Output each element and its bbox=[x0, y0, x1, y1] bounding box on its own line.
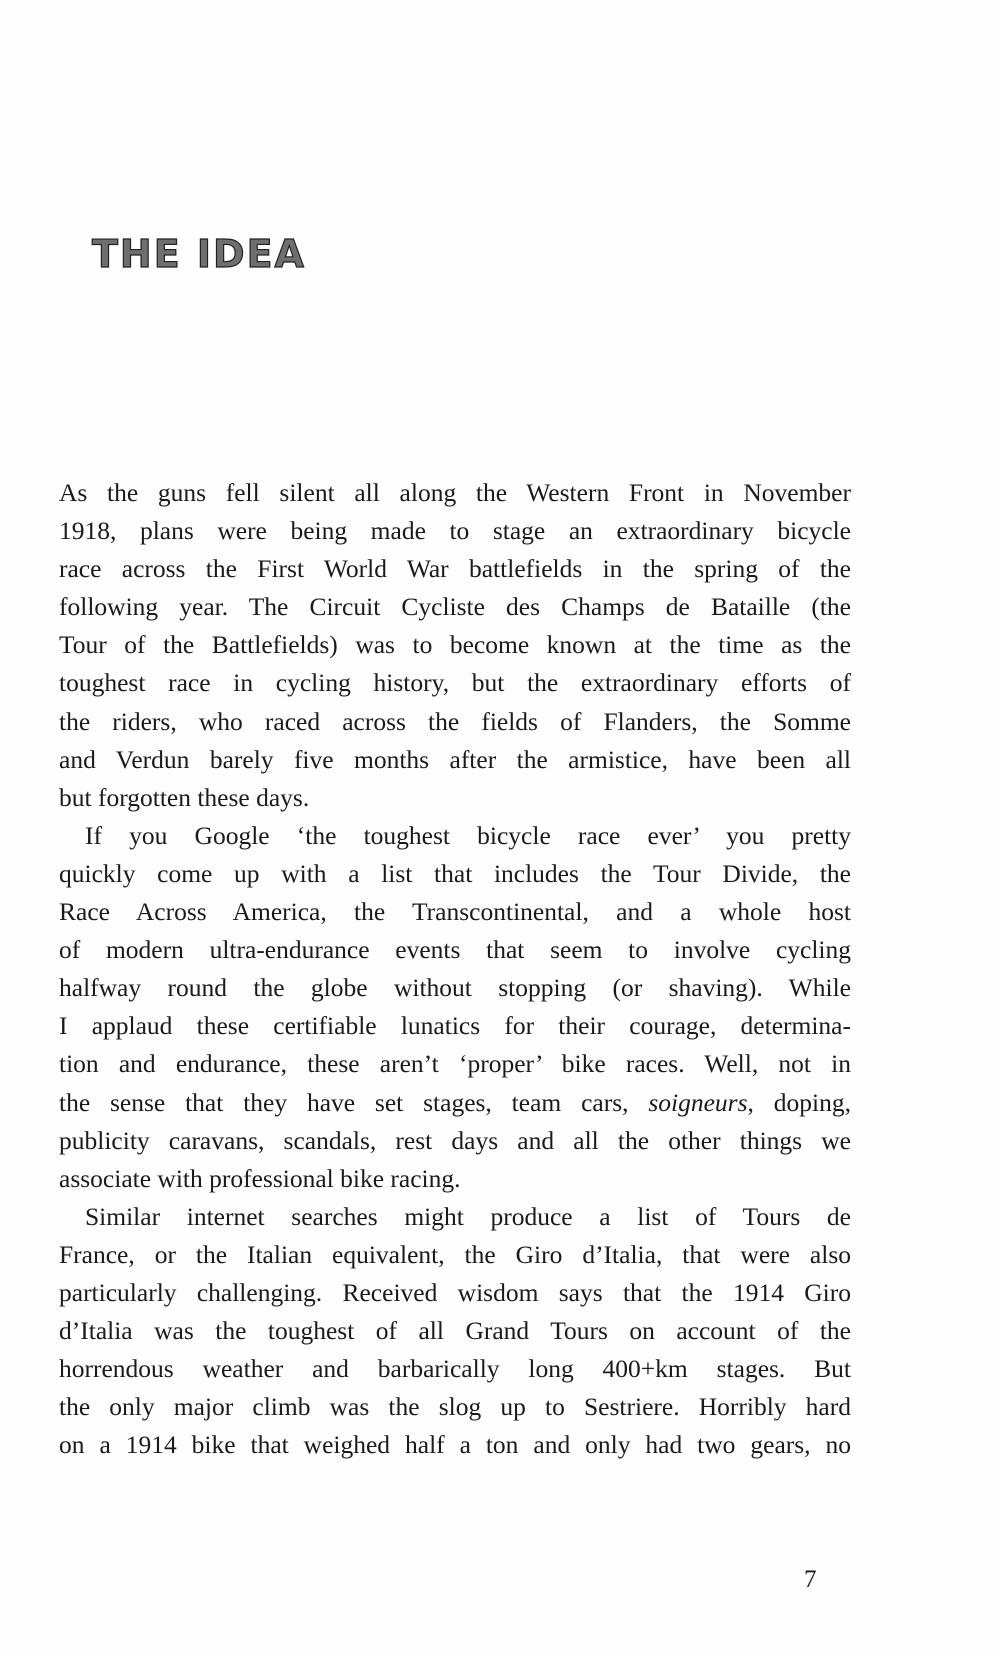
chapter-title: THE IDEA bbox=[92, 232, 306, 276]
text-line: quickly come up with a list that includes the Tour Divide, the bbox=[59, 858, 851, 888]
text-line: race across the First World War battlefields in the spring of the bbox=[59, 554, 851, 584]
text-line-with-italic bbox=[59, 1084, 851, 1122]
text-line: the only major climb was the slog up to Sestriere. Horribly hard bbox=[59, 1392, 851, 1422]
text-line: I applaud these certifiable lunatics for their courage, determina- bbox=[59, 1011, 851, 1041]
text-line: tion and endurance, these aren’t ‘proper’ bike races. Well, not in bbox=[59, 1049, 851, 1079]
page-number: 7 bbox=[804, 1566, 817, 1593]
text-line: but forgotten these days. bbox=[59, 782, 310, 812]
text-line: halfway round the globe without stopping (or shaving). While bbox=[59, 973, 851, 1003]
text-segment: , doping, bbox=[747, 1087, 851, 1117]
text-line: As the guns fell silent all along the Western Front in November bbox=[59, 478, 851, 507]
italic-term: soigneurs bbox=[648, 1087, 748, 1117]
text-line: horrendous weather and barbarically long 400+km stages. But bbox=[59, 1354, 851, 1384]
text-line: d’Italia was the toughest of all Grand Tours on account of the bbox=[59, 1316, 851, 1346]
text-segment: the sense that they have set stages, team cars, bbox=[59, 1087, 649, 1117]
text-line: and Verdun barely five months after the armistice, have been all bbox=[59, 744, 851, 774]
text-line: Race Across America, the Transcontinental, and a whole host bbox=[59, 897, 851, 927]
text-line: publicity caravans, scandals, rest days and all the other things we bbox=[59, 1125, 851, 1155]
text-line: of modern ultra-endurance events that seem to involve cycling bbox=[59, 935, 851, 965]
text-line: on a 1914 bike that weighed half a ton and only had two gears, no bbox=[59, 1430, 851, 1460]
text-line: particularly challenging. Received wisdom says that the 1914 Giro bbox=[59, 1277, 851, 1307]
text-line: following year. The Circuit Cycliste des Champs de Bataille (the bbox=[59, 592, 851, 622]
text-line: toughest race in cycling history, but the extraordinary efforts of bbox=[59, 668, 851, 698]
text-line: the riders, who raced across the fields of Flanders, the Somme bbox=[59, 706, 851, 736]
text-line: associate with professional bike racing. bbox=[59, 1163, 461, 1193]
text-line: France, or the Italian equivalent, the Giro d’Italia, that were also bbox=[59, 1239, 851, 1269]
body-text bbox=[59, 474, 851, 1464]
text-line: 1918, plans were being made to stage an extraordinary bicycle bbox=[59, 516, 851, 546]
text-line: If you Google ‘the toughest bicycle race ever’ you pretty bbox=[85, 820, 851, 850]
text-line: Tour of the Battlefields) was to become known at the time as the bbox=[59, 630, 851, 660]
text-line: Similar internet searches might produce a list of Tours de bbox=[85, 1201, 851, 1231]
